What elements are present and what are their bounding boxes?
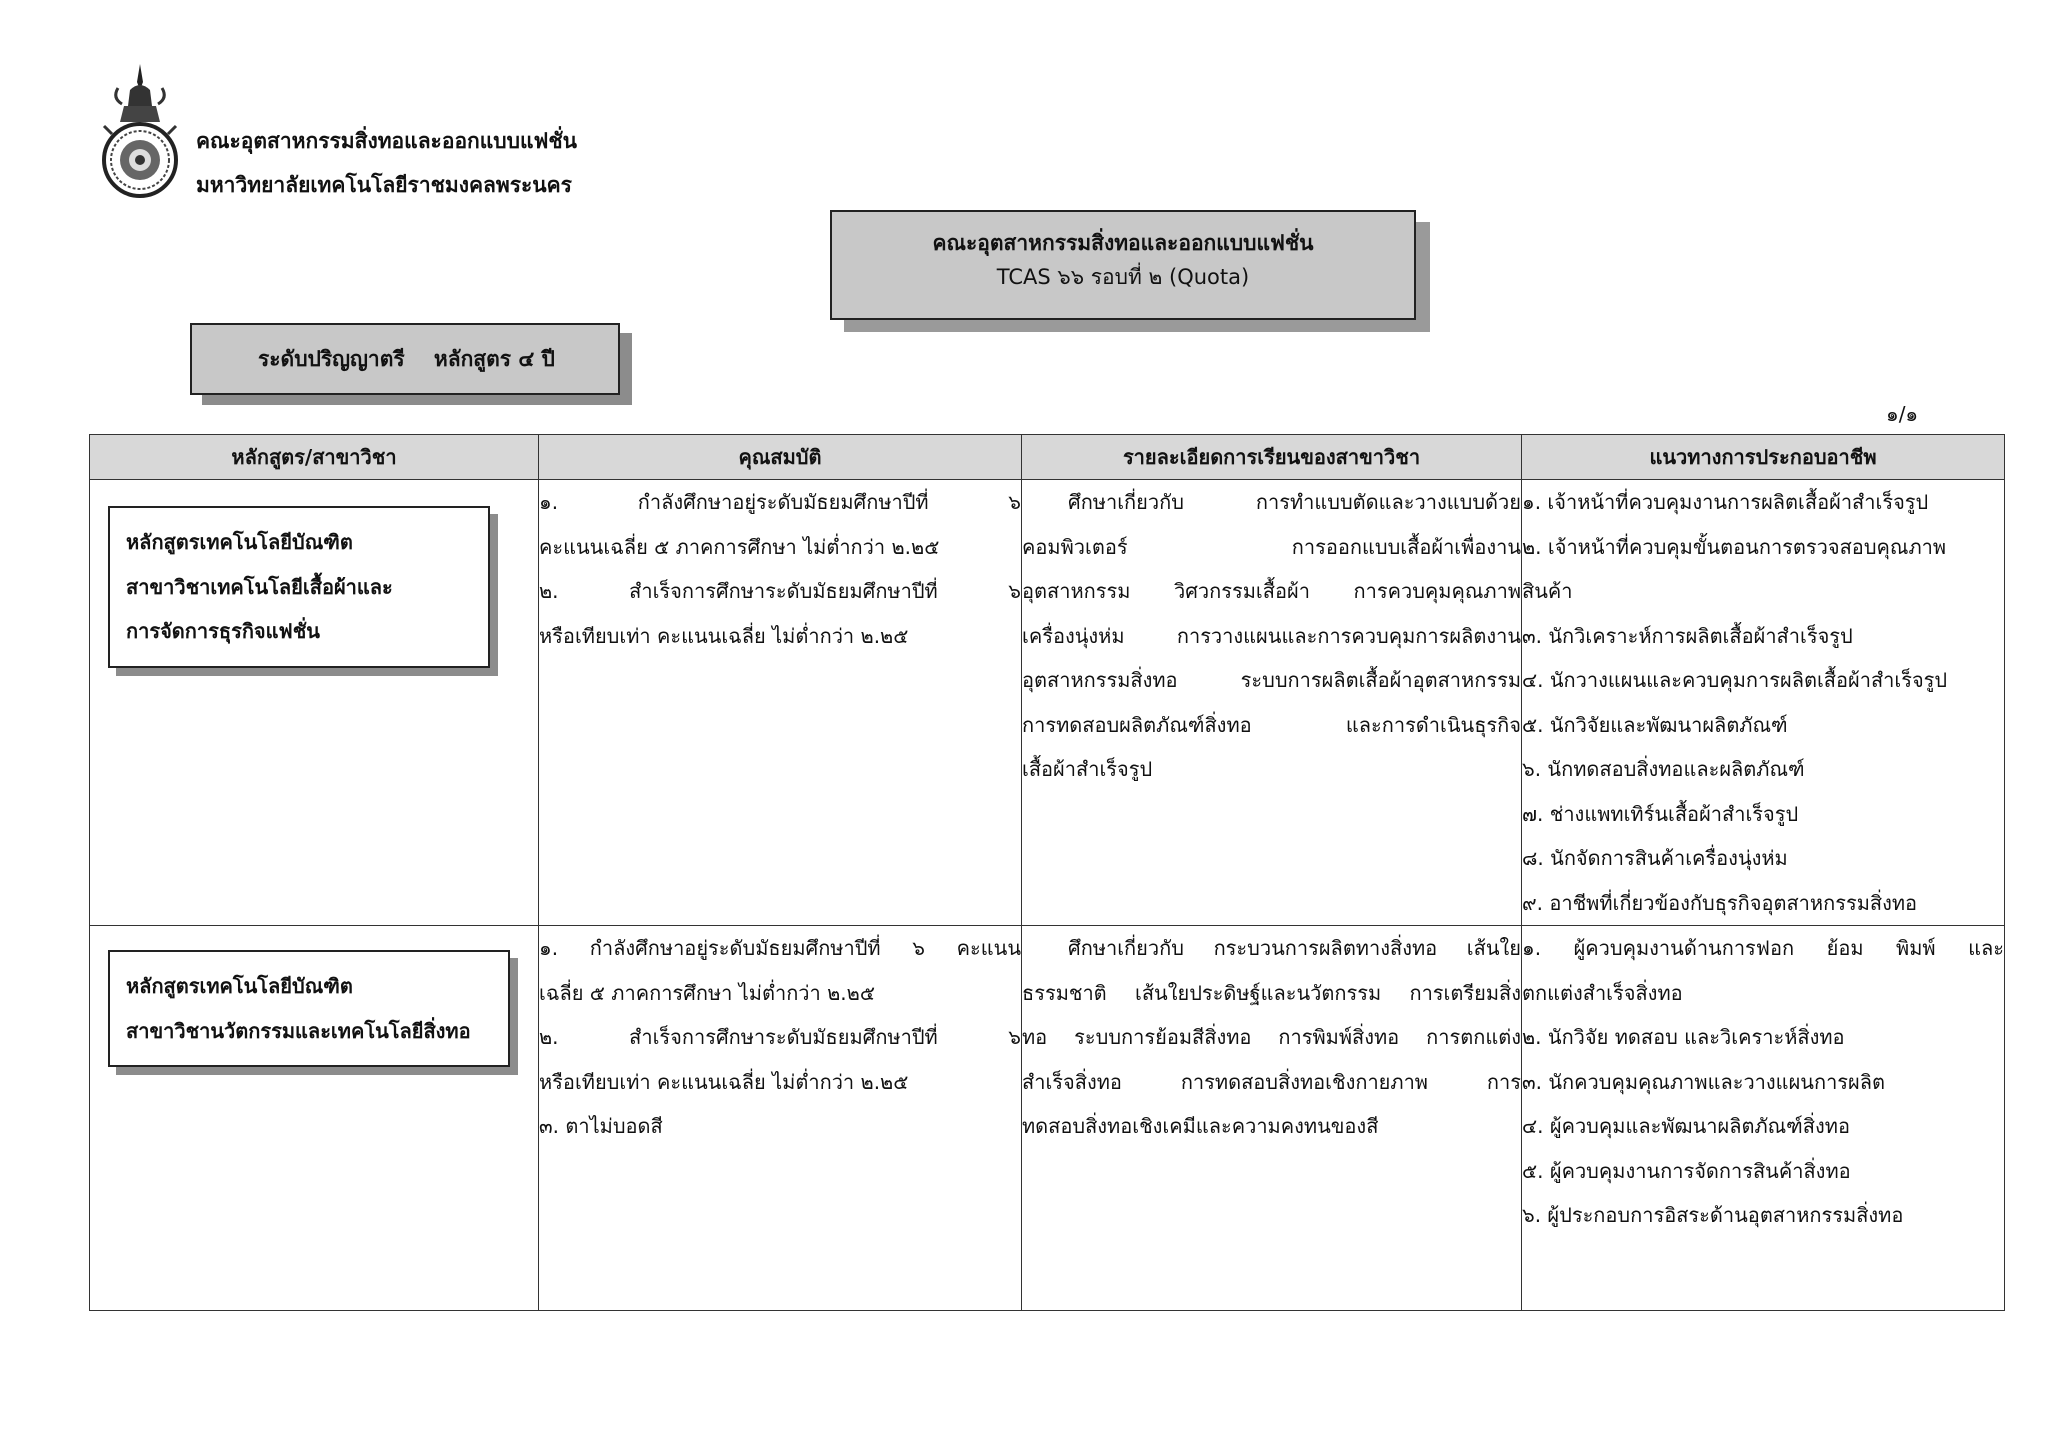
qualification-line: หรือเทียบเท่า คะแนนเฉลี่ย ไม่ต่ำกว่า ๒.๒๕ bbox=[539, 1069, 909, 1094]
career-line: ๒. นักวิจัย ทดสอบ และวิเคราะห์สิ่งทอ bbox=[1522, 1025, 1845, 1049]
detail-line: ศึกษาเกี่ยวกับ การทำแบบตัดและวางแบบด้วย bbox=[1068, 490, 1521, 514]
career-line: ๕. นักวิจัยและพัฒนาผลิตภัณฑ์ bbox=[1522, 712, 1788, 737]
qualification-line: ๒. สำเร็จการศึกษาระดับมัธยมศึกษาปีที่ ๖ bbox=[539, 1025, 1021, 1049]
career-line: ๑. เจ้าหน้าที่ควบคุมงานการผลิตเสื้อผ้าสำเร็จรูป bbox=[1522, 490, 1929, 514]
details-cell bbox=[1022, 480, 1522, 926]
detail-line: อุตสาหกรรมสิ่งทอ ระบบการผลิตเสื้อผ้าอุตสาหกรรม bbox=[1022, 668, 1521, 692]
title-box bbox=[830, 210, 1416, 320]
program-line: หลักสูตรเทคโนโลยีบัณฑิต bbox=[126, 530, 353, 554]
qualification-line: ๓. ตาไม่บอดสี bbox=[539, 1114, 663, 1138]
qualification-line: ๑. กำลังศึกษาอยู่ระดับมัธยมศึกษาปีที่ ๖ คะแนน bbox=[539, 936, 1021, 960]
title-round: TCAS ๖๖ รอบที่ ๒ (Quota) bbox=[996, 265, 1250, 289]
careers-cell bbox=[1522, 926, 2005, 1311]
detail-line: ศึกษาเกี่ยวกับ กระบวนการผลิตทางสิ่งทอ เส้นใย bbox=[1068, 936, 1521, 960]
career-line: ๗. ช่างแพทเทิร์นเสื้อผ้าสำเร็จรูป bbox=[1522, 801, 1799, 826]
detail-line: อุตสาหกรรม วิศวกรรมเสื้อผ้า การควบคุมคุณภาพ bbox=[1022, 579, 1521, 603]
program-line: หลักสูตรเทคโนโลยีบัณฑิต bbox=[126, 974, 353, 998]
qualification-line: เฉลี่ย ๕ ภาคการศึกษา ไม่ต่ำกว่า ๒.๒๕ bbox=[539, 980, 875, 1005]
career-line: ๑. ผู้ควบคุมงานด้านการฟอก ย้อม พิมพ์ และ bbox=[1522, 936, 2004, 960]
qualification-line: ๒. สำเร็จการศึกษาระดับมัธยมศึกษาปีที่ ๖ bbox=[539, 579, 1021, 603]
career-line: ๖. นักทดสอบสิ่งทอและผลิตภัณฑ์ bbox=[1522, 757, 1805, 781]
career-line: ๔. นักวางแผนและควบคุมการผลิตเสื้อผ้าสำเร็จรูป bbox=[1522, 668, 1948, 692]
program-name-box bbox=[108, 950, 510, 1067]
career-line: ๘. นักจัดการสินค้าเครื่องนุ่งห่ม bbox=[1522, 846, 1788, 870]
programs-table bbox=[89, 434, 2005, 1311]
program-cell bbox=[90, 926, 539, 1311]
qualifications-cell bbox=[539, 926, 1022, 1311]
career-line: ๙. อาชีพที่เกี่ยวข้องกับธุรกิจอุตสาหกรรมสิ่งทอ bbox=[1522, 890, 1918, 915]
careers-cell bbox=[1522, 480, 2005, 926]
detail-line: ทดสอบสิ่งทอเชิงเคมีและความคงทนของสี bbox=[1022, 1114, 1379, 1138]
column-header-program: หลักสูตร/สาขาวิชา bbox=[90, 435, 539, 480]
career-line: ๕. ผู้ควบคุมงานการจัดการสินค้าสิ่งทอ bbox=[1522, 1158, 1851, 1183]
career-line: สินค้า bbox=[1522, 579, 1573, 603]
career-line: ๖. ผู้ประกอบการอิสระด้านอุตสาหกรรมสิ่งทอ bbox=[1522, 1203, 1904, 1227]
degree-level-box: ระดับปริญญาตรี หลักสูตร ๔ ปี bbox=[190, 323, 620, 395]
program-cell bbox=[90, 480, 539, 926]
qualification-line: ๑. กำลังศึกษาอยู่ระดับมัธยมศึกษาปีที่ ๖ bbox=[539, 490, 1021, 514]
table-row bbox=[90, 926, 2005, 1311]
program-line: การจัดการธุรกิจแฟชั่น bbox=[126, 619, 320, 643]
university-name: มหาวิทยาลัยเทคโนโลยีราชมงคลพระนคร bbox=[196, 173, 572, 197]
qualification-line: หรือเทียบเท่า คะแนนเฉลี่ย ไม่ต่ำกว่า ๒.๒๕ bbox=[539, 623, 909, 648]
program-line: สาขาวิชานวัตกรรมและเทคโนโลยีสิ่งทอ bbox=[126, 1018, 471, 1043]
table-header-row bbox=[90, 435, 2005, 480]
detail-line: สำเร็จสิ่งทอ การทดสอบสิ่งทอเชิงกายภาพ การ bbox=[1022, 1069, 1521, 1094]
page-number: ๑/๑ bbox=[1886, 402, 1919, 426]
career-line: ๔. ผู้ควบคุมและพัฒนาผลิตภัณฑ์สิ่งทอ bbox=[1522, 1114, 1850, 1138]
career-line: ๓. นักควบคุมคุณภาพและวางแผนการผลิต bbox=[1522, 1069, 1886, 1094]
details-cell bbox=[1022, 926, 1522, 1311]
program-name-box bbox=[108, 506, 490, 668]
detail-line: คอมพิวเตอร์ การออกแบบเสื้อผ้าเพื่องาน bbox=[1022, 534, 1521, 559]
program-line: สาขาวิชาเทคโนโลยีเสื้อผ้าและ bbox=[126, 574, 393, 599]
detail-line: การทดสอบผลิตภัณฑ์สิ่งทอ และการดำเนินธุรกิจ bbox=[1022, 712, 1521, 737]
title-faculty: คณะอุตสาหกรรมสิ่งทอและออกแบบแฟชั่น bbox=[932, 231, 1314, 255]
column-header-careers: แนวทางการประกอบอาชีพ bbox=[1522, 435, 2005, 480]
qualifications-cell bbox=[539, 480, 1022, 926]
career-line: ตกแต่งสำเร็จสิ่งทอ bbox=[1522, 980, 1683, 1005]
qualification-line: คะแนนเฉลี่ย ๕ ภาคการศึกษา ไม่ต่ำกว่า ๒.๒๕ bbox=[539, 534, 940, 559]
career-line: ๒. เจ้าหน้าที่ควบคุมขั้นตอนการตรวจสอบคุณภาพ bbox=[1522, 534, 1947, 559]
faculty-name: คณะอุตสาหกรรมสิ่งทอและออกแบบแฟชั่น bbox=[196, 129, 577, 153]
column-header-details: รายละเอียดการเรียนของสาขาวิชา bbox=[1022, 435, 1522, 480]
column-header-qualifications: คุณสมบัติ bbox=[539, 435, 1022, 480]
detail-line: ธรรมชาติ เส้นใยประดิษฐ์และนวัตกรรม การเตรียมสิ่ง bbox=[1022, 980, 1521, 1005]
detail-line: เสื้อผ้าสำเร็จรูป bbox=[1022, 757, 1153, 781]
detail-line: เครื่องนุ่งห่ม การวางแผนและการควบคุมการผลิตงาน bbox=[1022, 623, 1521, 648]
university-emblem-logo bbox=[100, 62, 180, 202]
career-line: ๓. นักวิเคราะห์การผลิตเสื้อผ้าสำเร็จรูป bbox=[1522, 623, 1853, 648]
detail-line: ทอ ระบบการย้อมสีสิ่งทอ การพิมพ์สิ่งทอ การตกแต่ง bbox=[1022, 1025, 1521, 1049]
table-row bbox=[90, 480, 2005, 926]
